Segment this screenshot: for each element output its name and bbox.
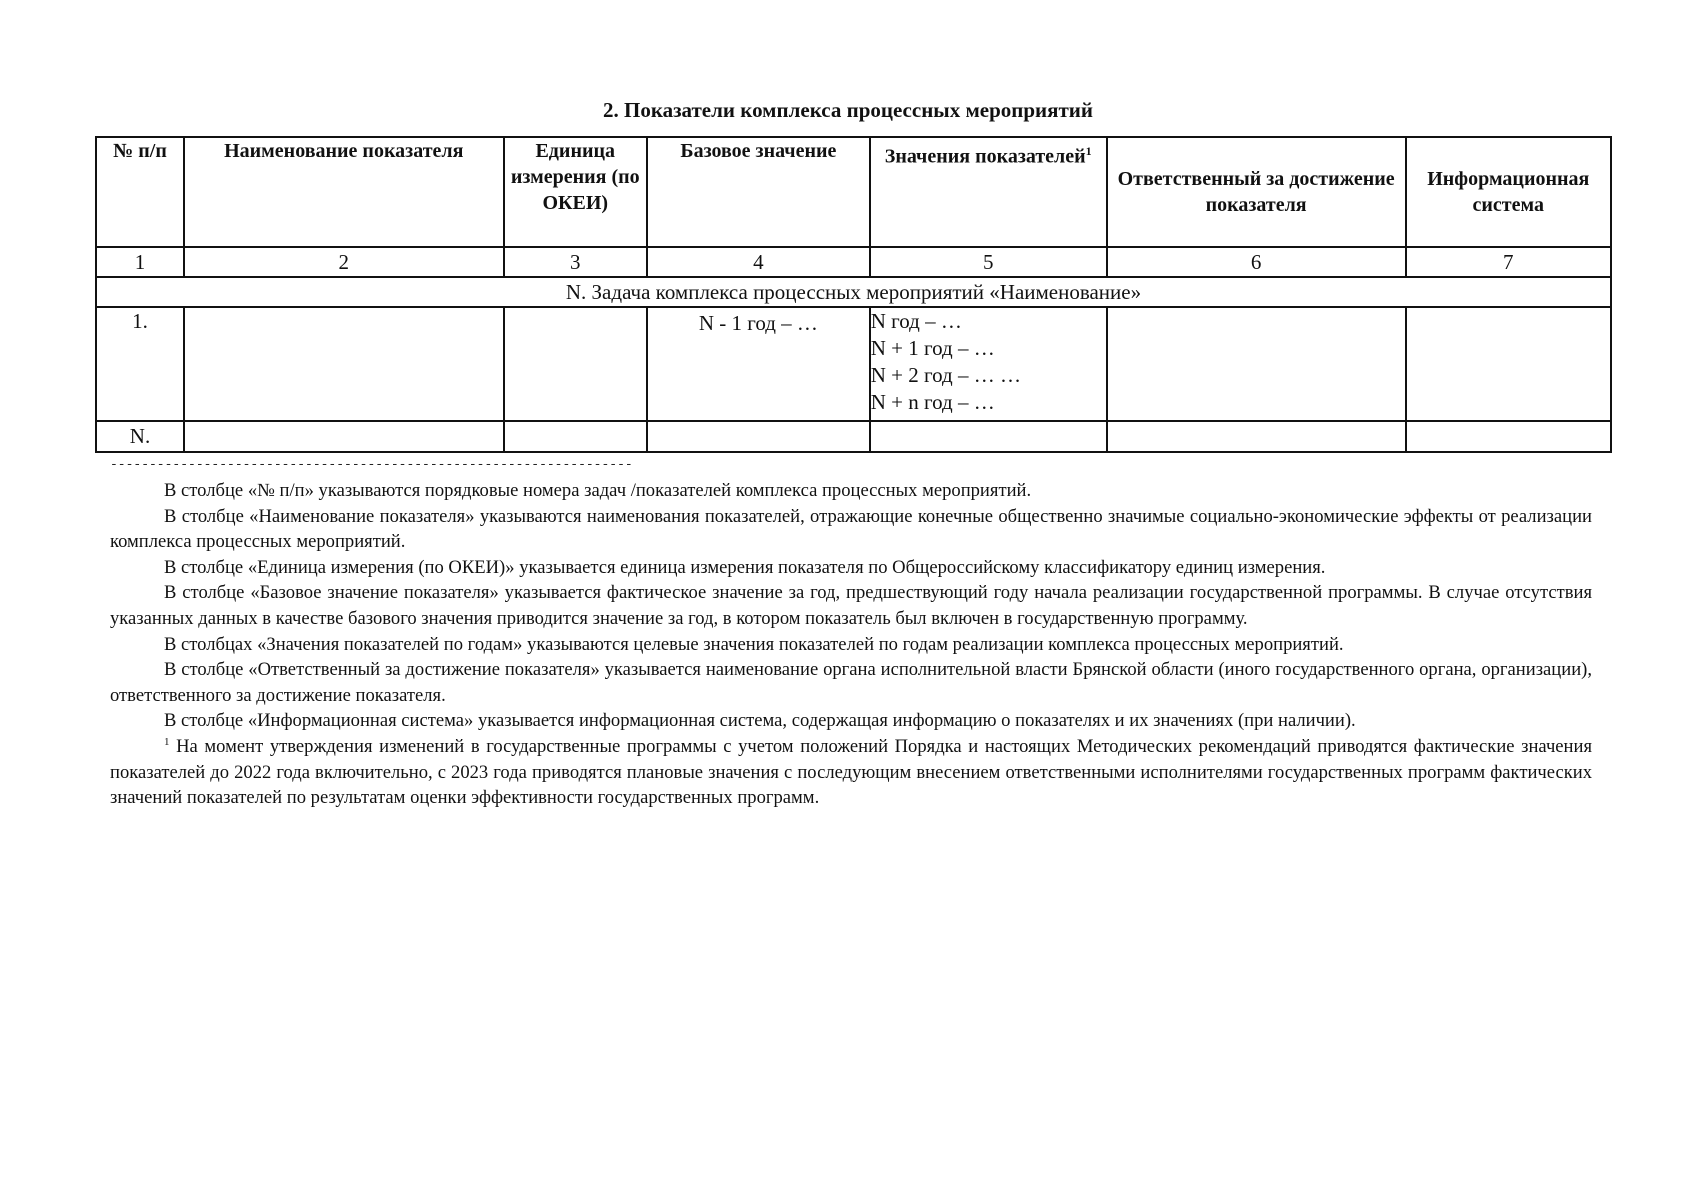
header-responsible: Ответственный за достижение показателя	[1107, 137, 1406, 247]
row-number: 1.	[96, 307, 184, 421]
column-number: 5	[870, 247, 1107, 277]
footnote-paragraph	[110, 734, 1592, 811]
column-number: 4	[647, 247, 870, 277]
note-paragraph: В столбце «Информационная система» указывается информационная система, содержащая информацию о показателях и их значениях (при наличии).	[164, 710, 1356, 732]
footnote-mark: 1	[1085, 144, 1092, 158]
header-base-value: Базовое значение	[647, 137, 870, 247]
note-paragraph: В столбце «Наименование показателя» указываются наименования показателей, отражающие конечные общественно значимые социально-экономические эффекты от реализации комплекса процессных мероприятий.	[110, 505, 1592, 553]
header-indicator-name: Наименование показателя	[184, 137, 504, 247]
note-paragraph: В столбце «Базовое значение показателя» указывается фактическое значение за год, предшествующий году начала реализации государственной программы. В случае отсутствия указанных данных в качестве базового значения приводится значение за год, в котором показатель был включен в государственную программу.	[110, 582, 1592, 629]
column-number: 2	[184, 247, 504, 277]
notes-section	[110, 478, 1592, 811]
value-line: N + n год – …	[870, 390, 995, 414]
column-number: 1	[96, 247, 184, 277]
cell-base-value	[647, 421, 870, 452]
cell-indicator-name	[184, 307, 504, 421]
cell-indicator-values	[870, 421, 1107, 452]
table-header-row	[96, 137, 1611, 247]
column-numbers-row	[96, 247, 1611, 277]
footnote-text: На момент утверждения изменений в государственные программы с учетом положений Порядка и настоящих Методических рекомендаций приводятся фактические значения показателей до 2022 года включительно, с 2023 года приводятся плановые значения с последующим внесением ответственными исполнителями государственных программ фактических значений показателей по результатам оценки эффективности государственных программ.	[110, 735, 1592, 809]
header-number: № п/п	[96, 137, 184, 247]
task-row	[96, 277, 1611, 307]
cell-base-value: N - 1 год – …	[647, 307, 870, 421]
header-indicator-values	[870, 137, 1107, 247]
column-number: 7	[1406, 247, 1611, 277]
row-number: N.	[96, 421, 184, 452]
note-paragraph: В столбцах «Значения показателей по годам» указываются целевые значения показателей по годам реализации комплекса процессных мероприятий.	[164, 633, 1344, 655]
value-line: N + 1 год – …	[870, 336, 995, 360]
indicators-table	[95, 136, 1612, 453]
footnote-separator: -------------------------------------------------------------------	[110, 457, 633, 472]
cell-indicator-name	[184, 421, 504, 452]
header-info-system: Информационная система	[1406, 137, 1611, 247]
value-line: N + 2 год – … …	[870, 363, 1021, 387]
cell-indicator-values	[870, 307, 1107, 421]
cell-info-system	[1406, 307, 1611, 421]
table-row	[96, 307, 1611, 421]
cell-responsible	[1107, 421, 1406, 452]
cell-responsible	[1107, 307, 1406, 421]
cell-info-system	[1406, 421, 1611, 452]
note-paragraph: В столбце «Ответственный за достижение показателя» указывается наименование органа исполнительной власти Брянской области (иного государственного органа, организации), ответственного за достижение показателя.	[110, 659, 1592, 706]
header-indicator-values-label: Значения показателей	[884, 145, 1086, 168]
header-unit: Единица измерения (по ОКЕИ)	[504, 137, 647, 247]
task-title: N. Задача комплекса процессных мероприятий «Наименование»	[96, 277, 1611, 307]
page-title: 2. Показатели комплекса процессных мероприятий	[602, 98, 1093, 122]
column-number: 6	[1107, 247, 1406, 277]
value-line: N год – …	[870, 309, 962, 333]
note-paragraph: В столбце «Единица измерения (по ОКЕИ)» указывается единица измерения показателя по Общероссийскому классификатору единиц измерения.	[164, 556, 1326, 578]
column-number: 3	[504, 247, 647, 277]
footnote-mark: 1	[164, 735, 170, 748]
cell-unit	[504, 421, 647, 452]
note-paragraph: В столбце «№ п/п» указываются порядковые номера задач /показателей комплекса процессных мероприятий.	[164, 480, 1032, 501]
cell-unit	[504, 307, 647, 421]
table-row	[96, 421, 1611, 452]
